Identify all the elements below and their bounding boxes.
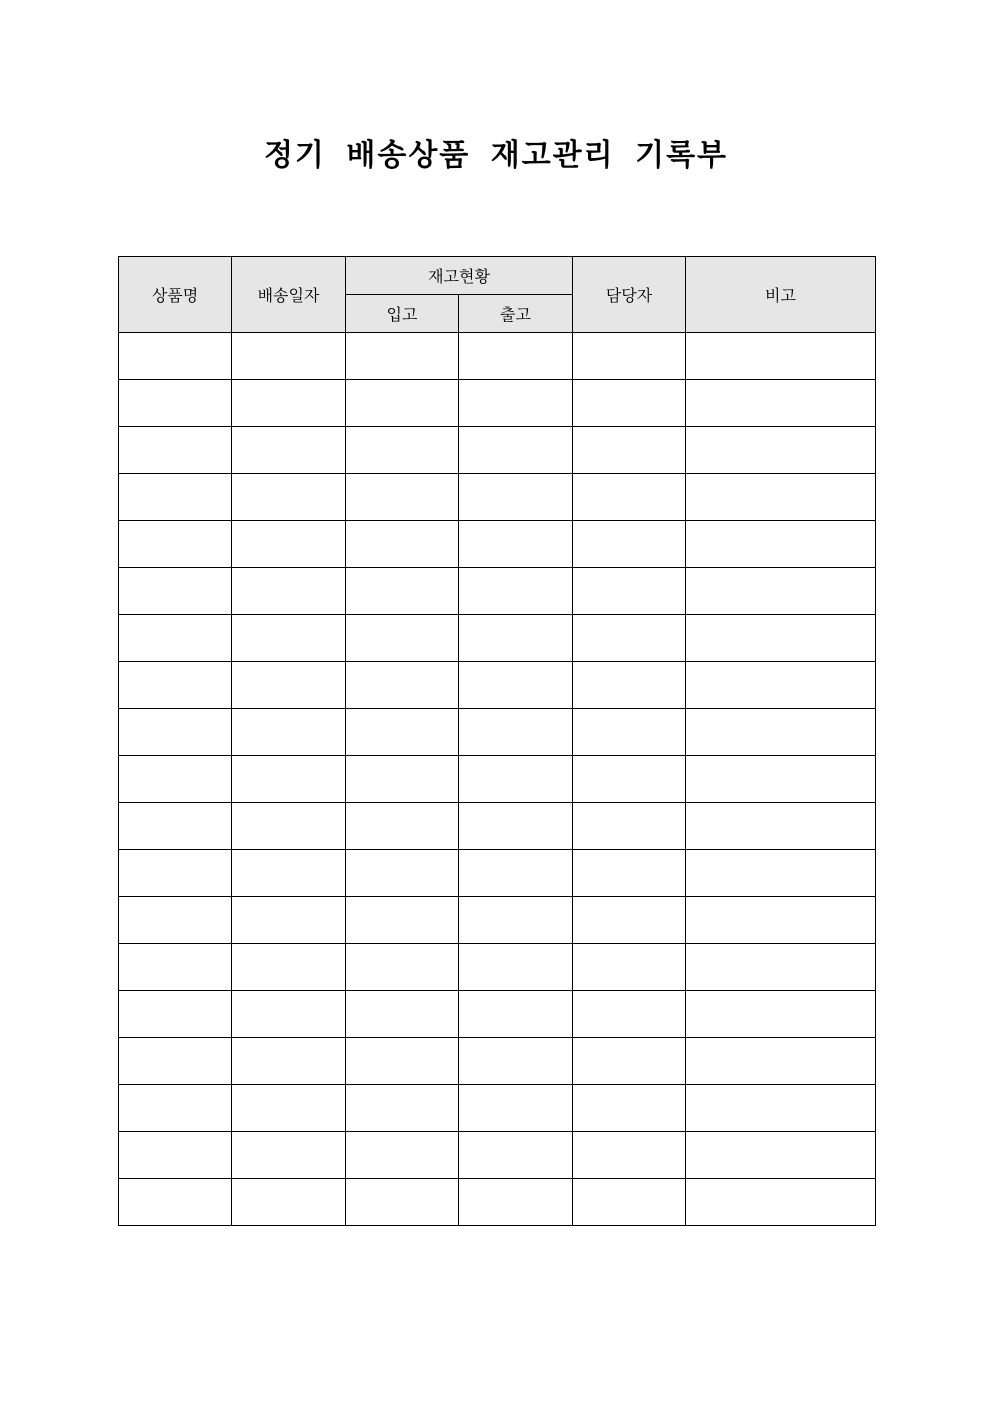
- cell-delivery-date[interactable]: [232, 521, 346, 568]
- cell-stock-in[interactable]: [346, 662, 459, 709]
- cell-product-name[interactable]: [119, 662, 232, 709]
- cell-stock-out[interactable]: [459, 991, 573, 1038]
- table-row: [119, 1038, 876, 1085]
- cell-product-name[interactable]: [119, 709, 232, 756]
- cell-manager[interactable]: [573, 944, 686, 991]
- cell-remarks[interactable]: [686, 1179, 876, 1226]
- cell-manager[interactable]: [573, 1085, 686, 1132]
- cell-product-name[interactable]: [119, 803, 232, 850]
- cell-remarks[interactable]: [686, 897, 876, 944]
- cell-product-name[interactable]: [119, 615, 232, 662]
- cell-stock-in[interactable]: [346, 615, 459, 662]
- cell-delivery-date[interactable]: [232, 427, 346, 474]
- cell-remarks[interactable]: [686, 521, 876, 568]
- cell-product-name[interactable]: [119, 474, 232, 521]
- table-row: [119, 521, 876, 568]
- cell-remarks[interactable]: [686, 991, 876, 1038]
- cell-stock-out[interactable]: [459, 333, 573, 380]
- table-row: [119, 1085, 876, 1132]
- table-row: [119, 615, 876, 662]
- cell-delivery-date[interactable]: [232, 803, 346, 850]
- cell-delivery-date[interactable]: [232, 568, 346, 615]
- cell-manager[interactable]: [573, 380, 686, 427]
- cell-stock-in[interactable]: [346, 521, 459, 568]
- cell-stock-out[interactable]: [459, 803, 573, 850]
- cell-remarks[interactable]: [686, 803, 876, 850]
- cell-manager[interactable]: [573, 521, 686, 568]
- cell-stock-in[interactable]: [346, 474, 459, 521]
- cell-remarks[interactable]: [686, 333, 876, 380]
- cell-manager[interactable]: [573, 568, 686, 615]
- cell-stock-in[interactable]: [346, 991, 459, 1038]
- cell-manager[interactable]: [573, 850, 686, 897]
- cell-product-name[interactable]: [119, 850, 232, 897]
- cell-stock-out[interactable]: [459, 615, 573, 662]
- cell-manager[interactable]: [573, 897, 686, 944]
- cell-remarks[interactable]: [686, 662, 876, 709]
- cell-manager[interactable]: [573, 1038, 686, 1085]
- table-row: [119, 427, 876, 474]
- cell-stock-out[interactable]: [459, 568, 573, 615]
- cell-stock-out[interactable]: [459, 662, 573, 709]
- cell-stock-out[interactable]: [459, 944, 573, 991]
- cell-stock-in[interactable]: [346, 427, 459, 474]
- cell-product-name[interactable]: [119, 1085, 232, 1132]
- table-row: [119, 944, 876, 991]
- cell-delivery-date[interactable]: [232, 991, 346, 1038]
- cell-product-name[interactable]: [119, 1179, 232, 1226]
- table-row: [119, 474, 876, 521]
- table-row: [119, 803, 876, 850]
- cell-stock-in[interactable]: [346, 803, 459, 850]
- cell-stock-in[interactable]: [346, 1179, 459, 1226]
- cell-stock-out[interactable]: [459, 521, 573, 568]
- cell-stock-in[interactable]: [346, 1132, 459, 1179]
- cell-manager[interactable]: [573, 1179, 686, 1226]
- cell-manager[interactable]: [573, 1132, 686, 1179]
- cell-remarks[interactable]: [686, 474, 876, 521]
- header-product-name: 상품명: [119, 257, 232, 333]
- table-row: [119, 991, 876, 1038]
- cell-product-name[interactable]: [119, 944, 232, 991]
- cell-product-name[interactable]: [119, 756, 232, 803]
- cell-stock-in[interactable]: [346, 1085, 459, 1132]
- cell-delivery-date[interactable]: [232, 709, 346, 756]
- cell-stock-in[interactable]: [346, 897, 459, 944]
- cell-remarks[interactable]: [686, 1085, 876, 1132]
- header-delivery-date: 배송일자: [232, 257, 346, 333]
- cell-product-name[interactable]: [119, 1038, 232, 1085]
- cell-remarks[interactable]: [686, 427, 876, 474]
- cell-stock-in[interactable]: [346, 380, 459, 427]
- cell-stock-out[interactable]: [459, 1085, 573, 1132]
- header-manager: 담당자: [573, 257, 686, 333]
- cell-manager[interactable]: [573, 709, 686, 756]
- cell-delivery-date[interactable]: [232, 1179, 346, 1226]
- cell-remarks[interactable]: [686, 850, 876, 897]
- cell-stock-in[interactable]: [346, 756, 459, 803]
- cell-delivery-date[interactable]: [232, 1085, 346, 1132]
- cell-delivery-date[interactable]: [232, 1132, 346, 1179]
- cell-stock-in[interactable]: [346, 1038, 459, 1085]
- cell-remarks[interactable]: [686, 568, 876, 615]
- cell-remarks[interactable]: [686, 944, 876, 991]
- cell-stock-in[interactable]: [346, 568, 459, 615]
- cell-product-name[interactable]: [119, 1132, 232, 1179]
- cell-manager[interactable]: [573, 615, 686, 662]
- table-row: [119, 380, 876, 427]
- cell-delivery-date[interactable]: [232, 944, 346, 991]
- cell-stock-in[interactable]: [346, 850, 459, 897]
- cell-delivery-date[interactable]: [232, 380, 346, 427]
- table-row: [119, 709, 876, 756]
- cell-delivery-date[interactable]: [232, 662, 346, 709]
- cell-remarks[interactable]: [686, 1038, 876, 1085]
- inventory-ledger-table: [118, 256, 876, 1226]
- cell-delivery-date[interactable]: [232, 333, 346, 380]
- cell-delivery-date[interactable]: [232, 615, 346, 662]
- header-stock-out: 출고: [459, 295, 573, 333]
- cell-manager[interactable]: [573, 333, 686, 380]
- cell-remarks[interactable]: [686, 756, 876, 803]
- cell-stock-in[interactable]: [346, 333, 459, 380]
- cell-remarks[interactable]: [686, 709, 876, 756]
- table-row: [119, 897, 876, 944]
- cell-delivery-date[interactable]: [232, 1038, 346, 1085]
- cell-stock-out[interactable]: [459, 380, 573, 427]
- cell-manager[interactable]: [573, 756, 686, 803]
- cell-stock-out[interactable]: [459, 1132, 573, 1179]
- cell-product-name[interactable]: [119, 991, 232, 1038]
- cell-manager[interactable]: [573, 991, 686, 1038]
- table-row: [119, 756, 876, 803]
- table-row: [119, 1179, 876, 1226]
- cell-remarks[interactable]: [686, 380, 876, 427]
- cell-delivery-date[interactable]: [232, 756, 346, 803]
- ledger-body: [119, 333, 876, 1226]
- cell-stock-out[interactable]: [459, 756, 573, 803]
- header-stock-status: 재고현황: [346, 257, 573, 295]
- table-row: [119, 662, 876, 709]
- cell-product-name[interactable]: [119, 333, 232, 380]
- page-title: 정기 배송상품 재고관리 기록부: [263, 138, 729, 173]
- cell-stock-out[interactable]: [459, 850, 573, 897]
- table-row: [119, 568, 876, 615]
- cell-manager[interactable]: [573, 662, 686, 709]
- cell-product-name[interactable]: [119, 427, 232, 474]
- cell-stock-out[interactable]: [459, 1038, 573, 1085]
- cell-manager[interactable]: [573, 474, 686, 521]
- cell-delivery-date[interactable]: [232, 897, 346, 944]
- cell-product-name[interactable]: [119, 568, 232, 615]
- header-remarks: 비고: [686, 257, 876, 333]
- cell-stock-out[interactable]: [459, 709, 573, 756]
- header-stock-in: 입고: [346, 295, 459, 333]
- cell-remarks[interactable]: [686, 615, 876, 662]
- cell-remarks[interactable]: [686, 1132, 876, 1179]
- cell-manager[interactable]: [573, 427, 686, 474]
- table-row: [119, 850, 876, 897]
- cell-product-name[interactable]: [119, 380, 232, 427]
- cell-manager[interactable]: [573, 803, 686, 850]
- cell-stock-out[interactable]: [459, 474, 573, 521]
- cell-delivery-date[interactable]: [232, 474, 346, 521]
- table-row: [119, 333, 876, 380]
- table-row: [119, 1132, 876, 1179]
- cell-stock-out[interactable]: [459, 427, 573, 474]
- cell-delivery-date[interactable]: [232, 850, 346, 897]
- cell-stock-in[interactable]: [346, 944, 459, 991]
- cell-product-name[interactable]: [119, 521, 232, 568]
- cell-product-name[interactable]: [119, 897, 232, 944]
- cell-stock-out[interactable]: [459, 1179, 573, 1226]
- cell-stock-out[interactable]: [459, 897, 573, 944]
- cell-stock-in[interactable]: [346, 709, 459, 756]
